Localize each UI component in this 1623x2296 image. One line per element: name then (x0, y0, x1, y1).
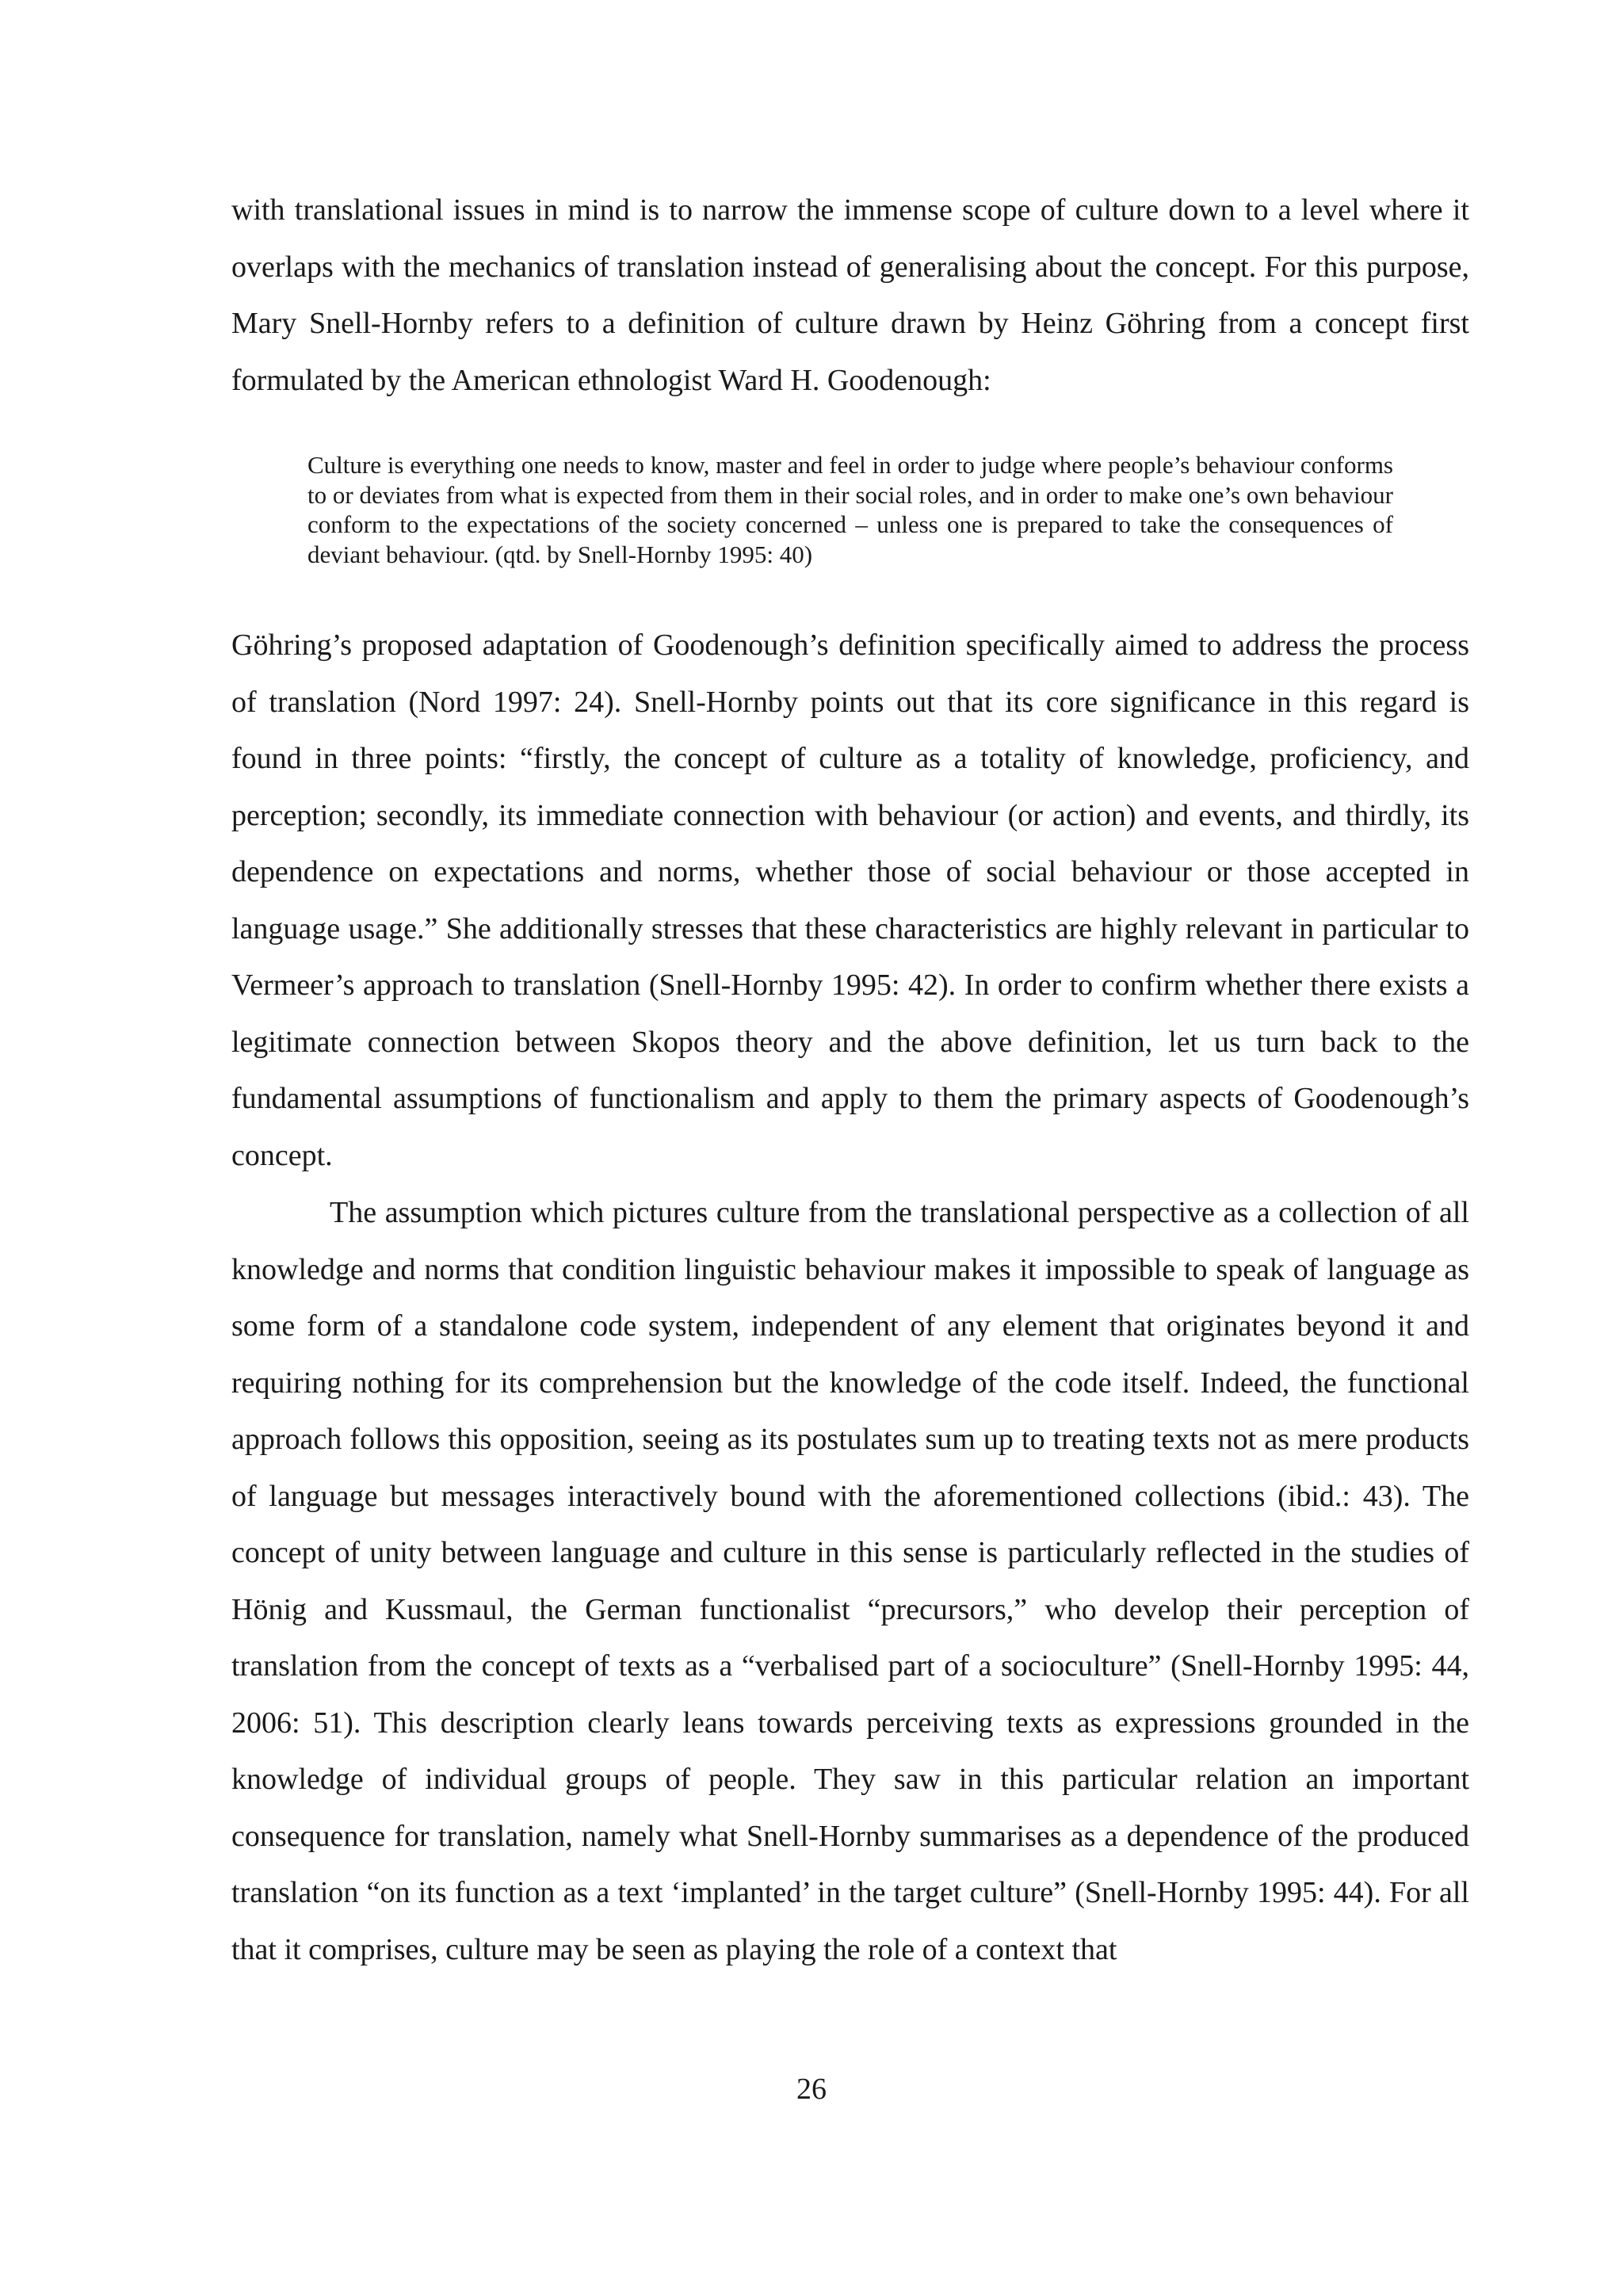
paragraph-2: Göhring’s proposed adaptation of Goodenough’s definition specifically aimed to address the process of translation (Nord 1997: 24). Snell-Hornby points out that its core significance in this regard is found in three points: “firstly, the concept of culture as a totality of knowledge, proficiency, and perception; secondly, its immediate connection with behaviour (or action) and events, and thirdly, its dependence on expectations and norms, whether those of social behaviour or those accepted in language usage.” She additionally stresses that these characteristics are highly relevant in particular to Vermeer’s approach to translation (Snell-Hornby 1995: 42). In order to confirm whether there exists a legitimate connection between Skopos theory and the above definition, let us turn back to the fundamental assumptions of functionalism and apply to them the primary aspects of Goodenough’s concept. (231, 628, 1469, 1172)
page-number: 26 (796, 2073, 827, 2106)
block-quote: Culture is everything one needs to know, master and feel in order to judge where people’s behaviour conforms to or deviates from what is expected from them in their social roles, and in order to make one’s own behaviour conform to the expectations of the society concerned – unless one is prepared to take the consequences of deviant behaviour. (qtd. by Snell-Hornby 1995: 40) (307, 451, 1393, 568)
paragraph-intro: with translational issues in mind is to narrow the immense scope of culture down to a level where it overlaps with the mechanics of translation instead of generalising about the concept. For this purpose, Mary Snell-Hornby refers to a definition of culture drawn by Heinz Göhring from a concept first formulated by the American ethnologist Ward H. Goodenough: (231, 193, 1469, 397)
paragraph-3: The assumption which pictures culture from the translational perspective as a collection of all knowledge and norms that condition linguistic behaviour makes it impossible to speak of language as some form of a standalone code system, independent of any element that originates beyond it and requiring nothing for its comprehension but the knowledge of the code itself. Indeed, the functional approach follows this opposition, seeing as its postulates sum up to treating texts not as mere products of language but messages interactively bound with the aforementioned collections (ibid.: 43). The concept of unity between language and culture in this sense is particularly reflected in the studies of Hönig and Kussmaul, the German functionalist “precursors,” who develop their perception of translation from the concept of texts as a “verbalised part of a socioculture” (Snell-Hornby 1995: 44, 2006: 51). This description clearly leans towards perceiving texts as expressions grounded in the knowledge of individual groups of people. They saw in this particular relation an important consequence for translation, namely what Snell-Hornby summarises as a dependence of the produced translation “on its function as a text ‘implanted’ in the target culture” (Snell-Hornby 1995: 44). For all that it comprises, culture may be seen as playing the role of a context that (231, 1196, 1469, 1966)
